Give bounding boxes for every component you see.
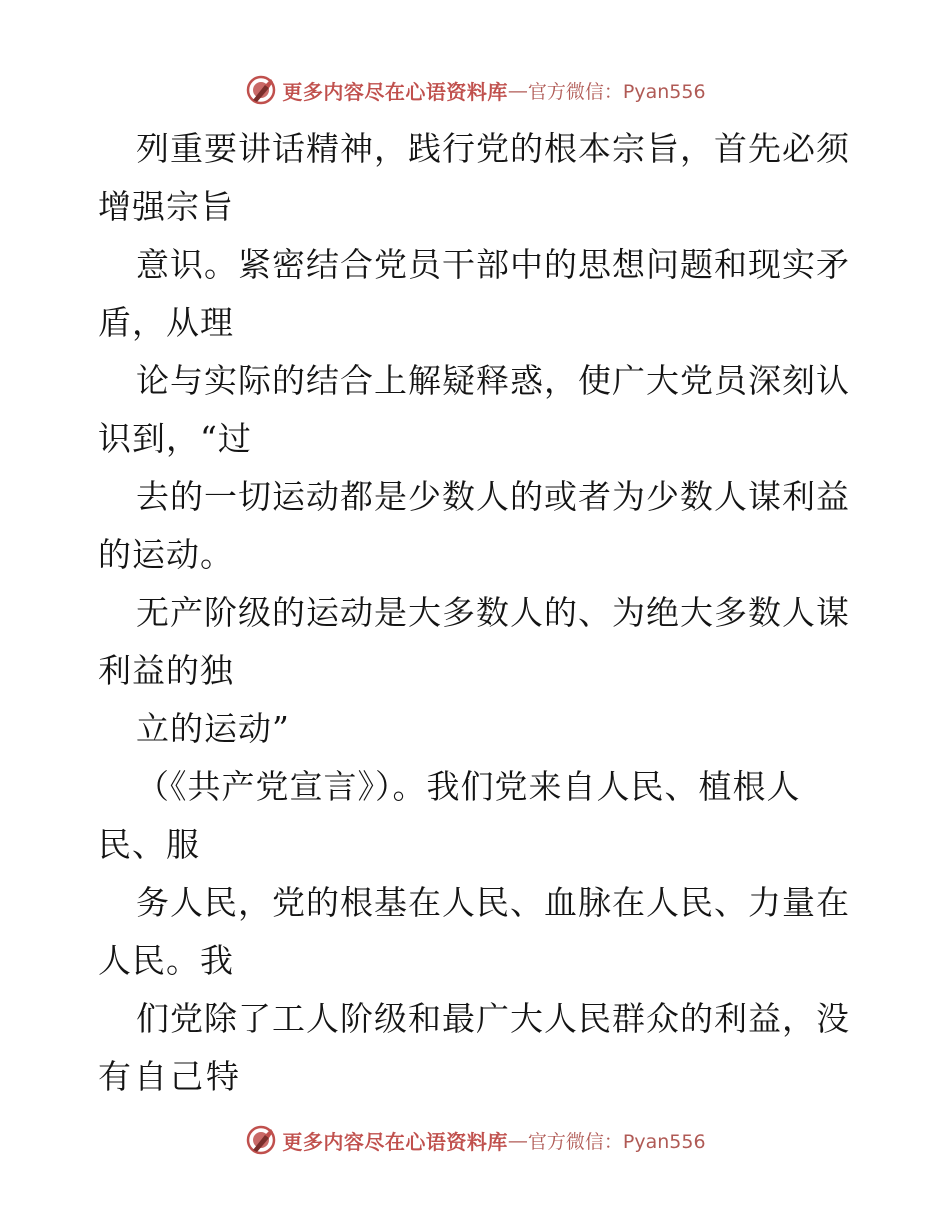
body-line: 盾，从理 xyxy=(98,303,234,342)
body-line: 民、服 xyxy=(98,825,200,864)
footer-promo-text: 更多内容尽在心语资料库 xyxy=(282,1129,508,1154)
body-line: 论与实际的结合上解疑释惑，使广大党员深刻认 xyxy=(136,361,850,400)
body-line: 列重要讲话精神，践行党的根本宗旨，首先必须 xyxy=(136,129,850,168)
body-line: 有自己特 xyxy=(98,1057,242,1096)
body-line: 去的一切运动都是少数人的或者为少数人谋利益 xyxy=(136,477,850,516)
footer-banner xyxy=(0,1120,950,1160)
body-line: 无产阶级的运动是大多数人的、为绝大多数人谋 xyxy=(136,593,850,632)
body-line: 们党除了工人阶级和最广大人民群众的利益，没 xyxy=(136,999,850,1038)
body-line: 意识。紧密结合党员干部中的思想问题和现实矛 xyxy=(136,245,850,284)
body-line: 的运动。 xyxy=(98,535,234,574)
pen-nib-logo-icon xyxy=(244,73,278,107)
body-line: 务人民，党的根基在人民、血脉在人民、力量在 xyxy=(136,883,850,922)
body-line: 增强宗旨 xyxy=(98,187,234,226)
header-wechat-text: 官方微信：Pyan556 xyxy=(527,80,706,103)
header-banner xyxy=(0,70,950,110)
header-separator: — xyxy=(507,78,528,102)
body-line: 利益的独 xyxy=(98,651,234,690)
body-line: 立的运动” xyxy=(136,709,290,748)
body-line: 人民。我 xyxy=(98,941,234,980)
document-body xyxy=(98,120,858,1106)
footer-wechat-text: 官方微信：Pyan556 xyxy=(527,1130,706,1153)
body-line: （《共产党宣言》）。我们党来自人民、植根人 xyxy=(136,767,801,806)
pen-nib-logo-icon xyxy=(244,1123,278,1157)
body-line: 识到，“过 xyxy=(98,419,252,458)
footer-separator: — xyxy=(507,1128,528,1152)
header-promo-text: 更多内容尽在心语资料库 xyxy=(282,79,508,104)
